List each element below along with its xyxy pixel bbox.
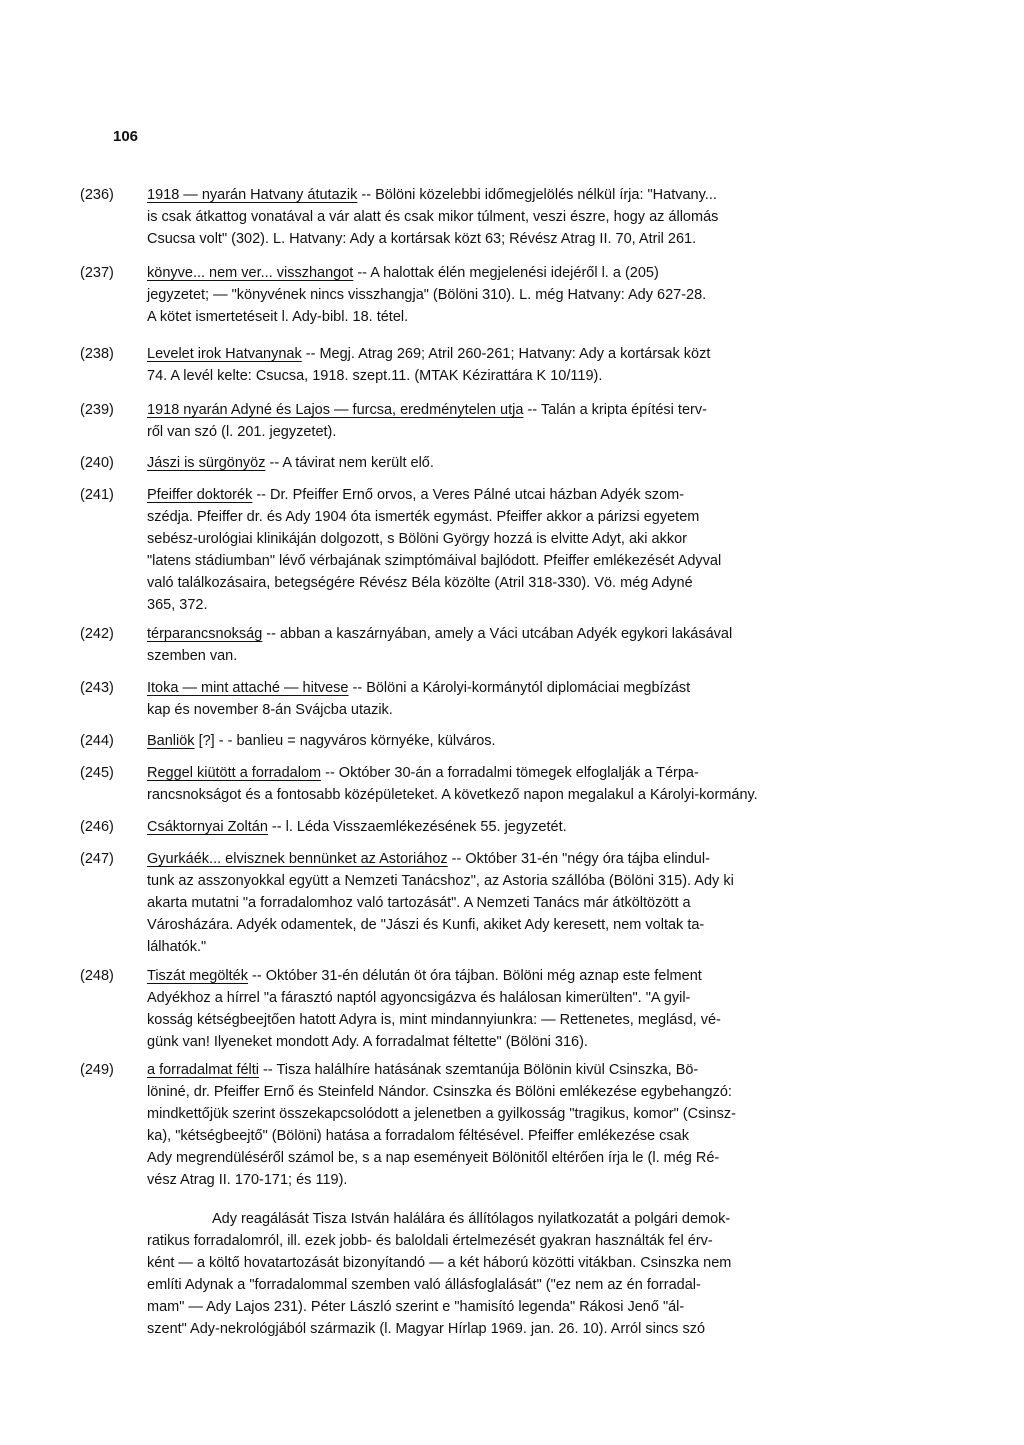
note-line: sebész-urológiai klinikáján dolgozott, s Bölöni György hozzá is elvitte Adyt, aki akkor	[147, 531, 687, 547]
paragraph-line: mam" — Ady Lajos 231). Péter László szerint e "hamisító legenda" Rákosi Jenő "ál-	[147, 1299, 685, 1315]
note-lemma: 1918 — nyarán Hatvany átutazik	[147, 187, 358, 203]
note-text	[147, 623, 950, 667]
note-line: ről van szó (l. 201. jegyzetet).	[147, 424, 337, 440]
note-239	[80, 399, 950, 443]
paragraph-line: szent" Ady-nekrológjából származik (l. Magyar Hírlap 1969. jan. 26. 10). Arról sincs szó	[147, 1321, 706, 1337]
note-lemma: Gyurkáék... elvisznek bennünket az Astoriához	[147, 851, 448, 867]
note-lemma: Itoka — mint attaché — hitvese	[147, 680, 349, 696]
paragraph-line: ratikus forradalomról, ill. ezek jobb- és baloldali értelmezését gyakran használták fel érv-	[147, 1233, 713, 1249]
note-text	[147, 452, 950, 474]
note-line: vész Atrag II. 170-171; és 119).	[147, 1172, 348, 1188]
note-text	[147, 262, 950, 328]
note-line: is csak átkattog vonatával a vár alatt és csak mikor túlment, veszi észre, hogy az állomás	[147, 209, 719, 225]
note-number: (249)	[80, 1062, 114, 1078]
page-number: 106	[113, 128, 139, 145]
note-text	[147, 816, 950, 838]
note-line: tunk az asszonyokkal együtt a Nemzeti Tanácshoz", az Astoria szállóba (Bölöni 315). Ady ki	[147, 873, 734, 889]
note-number: (242)	[80, 626, 114, 642]
note-line: való találkozásaira, betegségére Révész Béla közölte (Atril 318-330). Vö. még Adyné	[147, 575, 693, 591]
note-line: -- Október 31-én "négy óra tájba elindul-	[447, 851, 710, 867]
note-lemma: a forradalmat félti	[147, 1062, 260, 1078]
paragraph-line: említi Adynak a "forradalommal szemben való állásfoglalását" ("ez nem az én forradal-	[147, 1277, 701, 1293]
note-line: szédja. Pfeiffer dr. és Ady 1904 óta ismerték egymást. Pfeiffer akkor a párizsi egyetem	[147, 509, 700, 525]
note-line: kosság kétségbeejtően hatott Adyra is, mint mindannyiunkra: — Rettenetes, meglásd, vé-	[147, 1012, 721, 1028]
note-243	[80, 677, 950, 721]
note-lemma: Jászi is sürgönyöz	[147, 455, 266, 471]
note-line: "latens stádiumban" lévő vérbajának szimptómáival bajlódott. Pfeiffer emlékezését Adyval	[147, 553, 722, 569]
note-number: (236)	[80, 187, 114, 203]
note-line: -- l. Léda Visszaemlékezésének 55. jegyzetét.	[267, 819, 567, 835]
note-lemma: Levelet irok Hatvanynak	[147, 346, 302, 362]
note-line: akarta mutatni "a forradalomhoz való tartozását". A Nemzeti Tanács már átköltözött a	[147, 895, 691, 911]
note-text	[147, 343, 950, 387]
note-text	[147, 762, 950, 806]
note-line: -- A halottak élén megjelenési idejéről l. a (205)	[353, 265, 659, 281]
note-lemma: térparancsnokság	[147, 626, 263, 642]
note-text	[147, 677, 950, 721]
note-line: -- Tisza halálhíre hatásának szemtanúja Bölönin kivül Csinszka, Bö-	[259, 1062, 699, 1078]
note-number: (248)	[80, 968, 114, 984]
paragraph-line: Ady reagálását Tisza István halálára és állítólagos nyilatkozatát a polgári demok-	[212, 1211, 731, 1227]
note-line: -- abban a kaszárnyában, amely a Váci utcában Adyék egykori lakásával	[262, 626, 733, 642]
note-lemma: Tiszát megölték	[147, 968, 248, 984]
note-line: rancsnokságot és a fontosabb középületeket. A következő napon megalakul a Károlyi-kormány.	[147, 787, 758, 803]
note-236	[80, 184, 950, 250]
note-line: löniné, dr. Pfeiffer Ernő és Steinfeld Nándor. Csinszka és Bölöni emlékezése egybehangzó:	[147, 1084, 732, 1100]
note-text	[147, 1059, 950, 1191]
note-line: mindkettőjük szerint összekapcsolódott a jelenetben a gyilkosság "tragikus, komor" (Csinsz-	[147, 1106, 736, 1122]
note-line: jegyzetet; — "könyvének nincs visszhangja" (Bölöni 310). L. még Hatvany: Ady 627-28.	[147, 287, 707, 303]
closing-paragraph	[147, 1208, 947, 1340]
note-line: günk van! Ilyeneket mondott Ady. A forradalmat féltette" (Bölöni 316).	[147, 1034, 588, 1050]
note-line: -- Dr. Pfeiffer Ernő orvos, a Veres Pálné utcai házban Adyék szom-	[252, 487, 685, 503]
note-line: -- Talán a kripta építési terv-	[523, 402, 707, 418]
note-number: (246)	[80, 819, 114, 835]
note-241	[80, 484, 950, 616]
note-number: (237)	[80, 265, 114, 281]
note-246	[80, 816, 950, 838]
note-line: -- Bölöni a Károlyi-kormánytól diplomáciai megbízást	[348, 680, 691, 696]
note-text	[147, 484, 950, 616]
note-line: -- A távirat nem került elő.	[265, 455, 434, 471]
note-237	[80, 262, 950, 328]
note-line: Csucsa volt" (302). L. Hatvany: Ady a kortársak közt 63; Révész Atrag II. 70, Atril 261.	[147, 231, 697, 247]
note-text	[147, 965, 950, 1053]
note-number: (245)	[80, 765, 114, 781]
note-number: (240)	[80, 455, 114, 471]
note-lemma: Csáktornyai Zoltán	[147, 819, 268, 835]
note-240	[80, 452, 950, 474]
note-line: 365, 372.	[147, 597, 208, 613]
note-text	[147, 399, 950, 443]
note-line: 74. A levél kelte: Csucsa, 1918. szept.11. (MTAK Kézirattára K 10/119).	[147, 368, 603, 384]
note-line: [?] - - banlieu = nagyváros környéke, külváros.	[194, 733, 496, 749]
note-line: lálhatók."	[147, 939, 207, 955]
note-238	[80, 343, 950, 387]
note-242	[80, 623, 950, 667]
note-244	[80, 730, 950, 752]
note-line: szemben van.	[147, 648, 238, 664]
note-line: -- Bölöni közelebbi időmegjelölés nélkül írja: "Hatvany...	[357, 187, 717, 203]
note-lemma: Pfeiffer doktorék	[147, 487, 253, 503]
note-247	[80, 848, 950, 958]
note-line: Adyékhoz a hírrel "a fárasztó naptól agyoncsigázva és halálosan kimerülten". "A gyil-	[147, 990, 691, 1006]
note-line: -- Október 30-án a forradalmi tömegek elfoglalják a Térpa-	[321, 765, 699, 781]
note-245	[80, 762, 950, 806]
note-249	[80, 1059, 950, 1191]
note-line: A kötet ismertetéseit l. Ady-bibl. 18. tétel.	[147, 309, 409, 325]
note-number: (241)	[80, 487, 114, 503]
note-number: (247)	[80, 851, 114, 867]
note-line: -- Megj. Atrag 269; Atril 260-261; Hatvany: Ady a kortársak közt	[301, 346, 711, 362]
note-text	[147, 184, 950, 250]
note-lemma: Banliök	[147, 733, 195, 749]
note-lemma: Reggel kiütött a forradalom	[147, 765, 322, 781]
note-line: -- Október 31-én délután öt óra tájban. Bölöni még aznap este felment	[248, 968, 702, 984]
note-number: (238)	[80, 346, 114, 362]
note-number: (239)	[80, 402, 114, 418]
note-lemma: 1918 nyarán Adyné és Lajos — furcsa, eredménytelen utja	[147, 402, 524, 418]
note-lemma: könyve... nem ver... visszhangot	[147, 265, 354, 281]
paragraph-line: ként — a költő hovatartozását bizonyítandó — a két háború közötti vitákban. Csinszka nem	[147, 1255, 732, 1271]
note-line: ka), "kétségbeejtő" (Bölöni) hatása a forradalom féltésével. Pfeiffer emlékezése csak	[147, 1128, 689, 1144]
note-text	[147, 730, 950, 752]
note-line: Ady megrendüléséről számol be, s a nap eseményeit Bölönitől eltérően írja le (l. még Ré-	[147, 1150, 720, 1166]
note-number: (243)	[80, 680, 114, 696]
note-248	[80, 965, 950, 1053]
note-number: (244)	[80, 733, 114, 749]
note-line: kap és november 8-án Svájcba utazik.	[147, 702, 393, 718]
note-line: Városházára. Adyék odamentek, de "Jászi és Kunfi, akiket Ady keresett, nem voltak ta-	[147, 917, 705, 933]
note-text	[147, 848, 950, 958]
